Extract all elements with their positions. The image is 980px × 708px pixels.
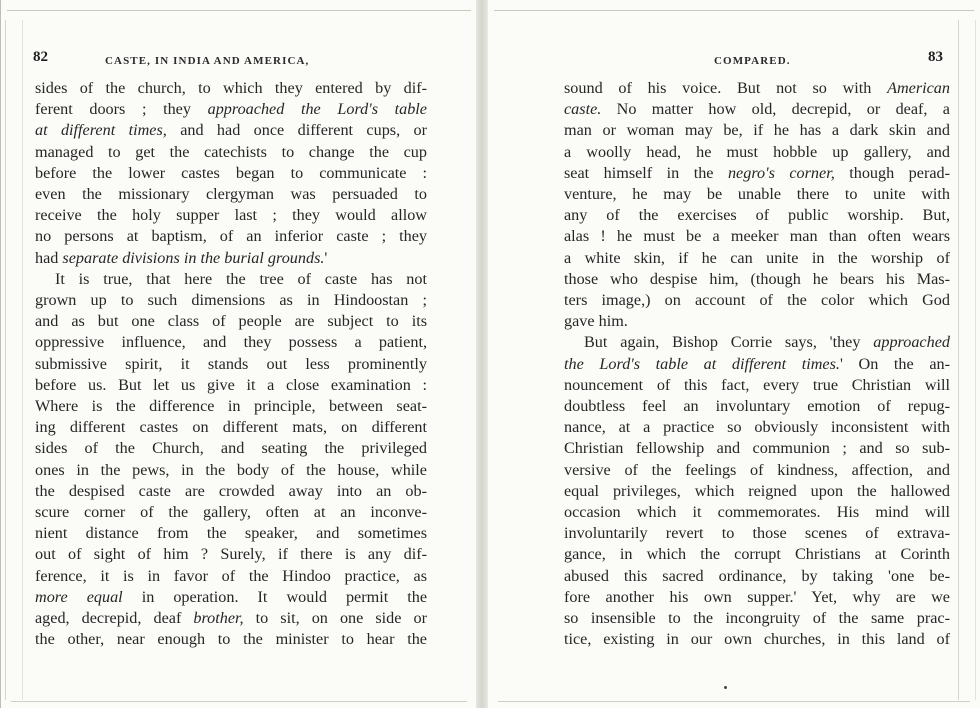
text-line — [564, 629, 950, 650]
text-line — [564, 417, 950, 438]
text-line — [35, 438, 427, 459]
left-page-number: 82 — [33, 49, 48, 65]
text-line — [564, 290, 950, 311]
text-line — [564, 184, 950, 205]
text-line — [564, 460, 950, 481]
text-segment: occasion which it commemorates. His mind will — [564, 503, 950, 522]
text-line — [35, 332, 427, 353]
text-segment: equal privileges, which reigned upon the hallowed — [564, 481, 950, 500]
text-line — [35, 544, 427, 565]
text-segment: ' On the an- — [839, 354, 950, 373]
text-line — [564, 438, 950, 459]
text-segment: submissive spirit, it stands out less prominently — [35, 354, 427, 373]
text-segment: oppressive influence, and they possess a patient, — [35, 333, 427, 352]
page-top-edge — [494, 10, 974, 11]
italic-text: more equal — [35, 587, 123, 606]
text-segment: even the missionary clergyman was persuaded to — [35, 185, 427, 204]
italic-text: approached the Lord's table — [207, 100, 427, 119]
left-running-head: CASTE, IN INDIA AND AMERICA, — [105, 55, 310, 67]
text-segment: those who despise him, (though he bears his Mas- — [564, 269, 950, 288]
text-line — [35, 354, 427, 375]
text-segment: no persons at baptism, of an inferior caste ; they — [35, 227, 427, 246]
text-segment: out of sight of him ? Surely, if there is any dif- — [35, 545, 427, 564]
text-line — [564, 608, 950, 629]
text-line — [564, 163, 950, 184]
text-segment: seat himself in the — [564, 163, 728, 182]
text-line — [35, 481, 427, 502]
text-line — [564, 269, 950, 290]
text-segment: ferent doors ; they — [35, 100, 208, 119]
text-segment: sides of the Church, and seating the privileged — [35, 439, 427, 458]
text-segment: before us. But let us give it a close examination : — [35, 375, 427, 394]
text-line — [564, 120, 950, 141]
text-line — [564, 375, 950, 396]
text-segment: grown up to such dimensions as in Hindoostan ; — [35, 291, 427, 310]
text-segment: alas ! he must be a meeker man than often wears — [564, 227, 950, 246]
text-line — [564, 142, 950, 163]
text-segment: No matter how old, decrepid, or deaf, a — [601, 100, 950, 119]
right-page-body-text — [564, 78, 950, 650]
page-edge-shading — [5, 20, 23, 700]
text-line — [564, 99, 950, 120]
text-line — [35, 460, 427, 481]
print-speck — [724, 686, 727, 689]
text-segment: gance, in which the corrupt Christians at Corinth — [564, 545, 950, 564]
text-line — [35, 629, 427, 650]
book-gutter — [476, 0, 488, 708]
text-segment: and as but one class of people are subject to its — [35, 312, 427, 331]
text-segment: doubtless feel an involuntary emotion of repug- — [564, 397, 950, 416]
text-line — [564, 354, 950, 375]
text-segment: the other, near enough to the minister to hear the — [35, 630, 427, 649]
text-segment: in operation. It would permit the — [122, 587, 428, 606]
italic-text: negro's corner, — [727, 163, 835, 182]
italic-text: brother, — [193, 609, 244, 628]
text-segment: nance, at a practice so obviously inconsistent with — [564, 418, 950, 437]
right-page — [488, 0, 980, 708]
text-segment: It is true, that here the tree of caste has not — [55, 269, 427, 288]
text-line — [35, 226, 427, 247]
text-segment: though perad- — [834, 163, 950, 182]
text-segment: fore another his own supper.' Yet, why are we — [564, 587, 950, 606]
text-segment: managed to get the catechists to change the cup — [35, 142, 427, 161]
text-line — [564, 523, 950, 544]
text-segment: ters image,) on account of the color which God — [564, 291, 950, 310]
text-line — [35, 290, 427, 311]
text-segment: ference, it is in favor of the Hindoo practice, as — [35, 566, 427, 585]
text-segment: a woolly head, he must hobble up gallery, and — [564, 142, 950, 161]
text-line — [35, 163, 427, 184]
text-line — [564, 205, 950, 226]
text-line — [35, 184, 427, 205]
text-line — [35, 269, 427, 290]
text-segment: aged, decrepid, deaf — [35, 609, 194, 628]
right-running-head: COMPARED. — [714, 55, 791, 67]
text-line — [564, 566, 950, 587]
text-line — [35, 78, 427, 99]
text-line — [564, 248, 950, 269]
text-line — [35, 142, 427, 163]
italic-text: American — [887, 79, 950, 97]
text-segment: the despised caste are crowded away into an ob- — [35, 481, 427, 500]
text-segment: before the lower castes began to communicate : — [35, 163, 427, 182]
text-segment: ' — [324, 248, 328, 267]
text-line — [35, 311, 427, 332]
text-line — [564, 226, 950, 247]
text-segment: tice, existing in our own churches, in this land of — [564, 630, 950, 649]
text-segment: nouncement of this fact, every true Christian will — [564, 375, 950, 394]
text-segment: a white skin, if he can unite in the worship of — [564, 248, 950, 267]
text-line — [564, 332, 950, 353]
text-segment: man or woman may be, if he has a dark skin and — [564, 121, 950, 140]
text-line — [564, 587, 950, 608]
text-line — [35, 587, 427, 608]
text-segment: nient distance from the speaker, and sometimes — [35, 524, 427, 543]
italic-text: caste. — [564, 100, 602, 119]
text-line — [564, 544, 950, 565]
text-segment: sound of his voice. But not so with — [564, 79, 888, 97]
text-segment: to sit, on one side or — [243, 609, 427, 628]
text-line — [35, 99, 427, 120]
text-segment: receive the holy supper last ; they would allow — [35, 206, 427, 225]
page-top-edge — [7, 10, 471, 11]
text-segment: so insensible to the incongruity of the same prac- — [564, 609, 950, 628]
text-segment: But again, Bishop Corrie says, 'they — [584, 333, 874, 352]
text-line — [35, 608, 427, 629]
text-segment: had — [35, 248, 63, 267]
text-line — [35, 502, 427, 523]
text-segment: venture, he may be unable there to unite with — [564, 185, 950, 204]
text-segment: scure corner of the gallery, often at an inconve- — [35, 503, 427, 522]
text-line — [35, 396, 427, 417]
italic-text: the Lord's table at different times. — [564, 354, 840, 373]
text-line — [564, 481, 950, 502]
right-page-number: 83 — [928, 49, 943, 65]
text-segment: Where is the difference in principle, between seat- — [35, 397, 427, 416]
left-page — [0, 0, 477, 708]
text-line — [35, 120, 427, 141]
text-line — [35, 205, 427, 226]
page-edge-shading — [958, 20, 976, 700]
left-page-body-text — [35, 78, 427, 650]
text-line — [35, 375, 427, 396]
text-segment: ones in the pews, in the body of the house, while — [35, 460, 427, 479]
page-bottom-edge — [498, 701, 970, 702]
text-segment: abused this sacred ordinance, by taking 'one be- — [564, 566, 950, 585]
text-segment: and had once different cups, or — [166, 121, 427, 140]
text-segment: gave him. — [564, 312, 628, 331]
text-segment: ing different castes on different mats, on different — [35, 418, 427, 437]
text-line — [35, 417, 427, 438]
text-line — [35, 248, 427, 269]
italic-text: approached — [873, 333, 950, 352]
text-line — [564, 78, 950, 99]
text-segment: versive of the feelings of kindness, affection, and — [564, 460, 950, 479]
italic-text: at different times, — [35, 121, 167, 140]
text-line — [35, 566, 427, 587]
text-segment: sides of the church, to which they entered by dif- — [35, 79, 427, 97]
text-segment: involuntarily revert to those scenes of extrava- — [564, 524, 950, 543]
text-line — [564, 311, 950, 332]
text-line — [35, 523, 427, 544]
text-segment: any of the exercises of public worship. But, — [564, 206, 950, 225]
italic-text: separate divisions in the burial grounds. — [62, 248, 325, 267]
text-line — [564, 396, 950, 417]
text-line — [564, 502, 950, 523]
page-bottom-edge — [11, 701, 467, 702]
text-segment: Christian fellowship and communion ; and so sub- — [564, 439, 950, 458]
